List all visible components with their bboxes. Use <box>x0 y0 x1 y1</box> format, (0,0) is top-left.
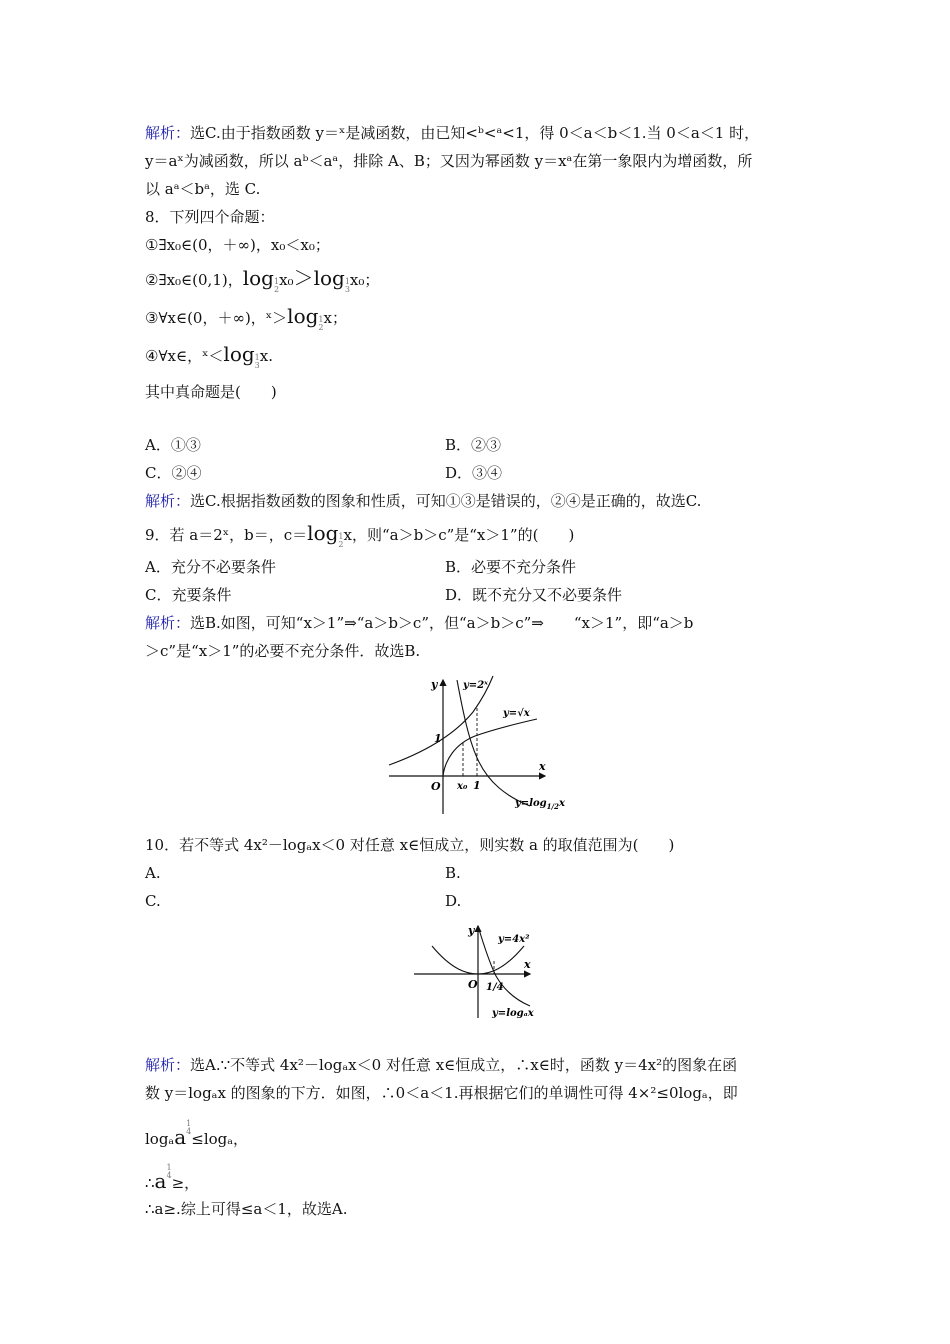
p10-option-b: B. <box>445 864 461 882</box>
p10-solution-line-1: 解析：选A.∵不等式 4x²－logₐx＜0 对任意 x∈恒成立，∴x∈时，函数 y＝4x²的图象在函 <box>145 1056 738 1074</box>
p9-option-b: B．必要不充分条件 <box>445 558 577 576</box>
y-label: y <box>468 924 475 937</box>
label-log: y=logₐx <box>492 1008 534 1019</box>
p8-option-a: A．①③ <box>145 436 201 454</box>
p10-solution-line-5: ∴a≥.综上可得≤a＜1，故选A. <box>145 1200 348 1218</box>
p10-option-c: C. <box>145 892 161 910</box>
p9-graph <box>385 672 565 824</box>
p9-option-d: D．既不充分又不必要条件 <box>445 586 623 604</box>
p9-option-a: A．充分不必要条件 <box>145 558 276 576</box>
label-quad: y=4x² <box>498 934 530 945</box>
p10-option-a: A. <box>145 864 161 882</box>
y-label: y <box>431 678 438 691</box>
label-exp: y=2ˣ <box>463 680 488 691</box>
p10-option-d: D. <box>445 892 462 910</box>
x-label: x <box>539 760 546 773</box>
p7-solution-line-1 <box>145 123 759 143</box>
p8-option-c: C．②④ <box>145 464 202 482</box>
solution-label: 解析： <box>145 614 191 632</box>
p9-stem: 9．若 a＝2ˣ，b＝，c＝log1 2x，则“a＞b＞c”是“x＞1”的( ) <box>145 521 575 549</box>
tick-quarter: 1/4 <box>486 982 504 993</box>
p8-prop-2: ②∃x₀∈(0,1)，log1 2x₀＞log1 3x₀； <box>145 266 380 294</box>
curve-log <box>457 680 530 806</box>
solution-label: 解析： <box>145 492 191 510</box>
p8-question: 其中真命题是( ) <box>145 383 277 401</box>
p8-option-b: B．②③ <box>445 436 502 454</box>
origin-label: O <box>431 780 441 793</box>
solution-label: 解析： <box>145 124 191 142</box>
p9-option-c: C．充要条件 <box>145 586 232 604</box>
p7-solution-line-2: y＝aˣ为减函数，所以 aᵇ＜aᵃ，排除 A、B；又因为幂函数 y＝xᵃ在第一象限内为增函数，所 <box>145 152 753 170</box>
p7-solution-line-3: 以 aᵃ＜bᵃ，选 C. <box>145 180 261 198</box>
p9-solution-line-2: ＞c”是“x＞1”的必要不充分条件．故选B. <box>145 642 421 660</box>
tick-1y: 1 <box>434 732 442 745</box>
p10-solution-line-4: ∴a1 4≥， <box>145 1163 200 1193</box>
p8-prop-1: ①∃x₀∈(0，＋∞)，x₀＜x₀； <box>145 236 330 254</box>
origin-label: O <box>468 978 478 991</box>
tick-1x: 1 <box>473 779 481 792</box>
p8-prop-4: ④∀x∈，ˣ＜log1 3x. <box>145 342 273 370</box>
label-sqrt: y=√x <box>503 708 530 719</box>
p10-solution-line-2: 数 y＝logₐx 的图象的下方．如图，∴0＜a＜1.再根据它们的单调性可得 4×²≤0logₐ，即 <box>145 1084 738 1102</box>
solution-label: 解析： <box>145 1056 191 1074</box>
label-log: $y=\log_{1/2}x$ <box>515 798 565 811</box>
p8-solution: 解析：选C.根据指数函数的图象和性质，可知①③是错误的，②④是正确的，故选C. <box>145 492 702 510</box>
x-label: x <box>524 958 531 971</box>
p9-solution-line-1: 解析：选B.如图，可知“x＞1”⇒“a＞b＞c”，但“a＞b＞c”⇒ “x＞1”，即“a＞b <box>145 614 694 632</box>
tick-x0: x₀ <box>457 781 468 792</box>
p8-option-d: D．③④ <box>445 464 503 482</box>
p10-graph <box>412 920 547 1022</box>
p8-prop-3: ③∀x∈(0，＋∞)，ˣ＞log1 2x； <box>145 304 347 332</box>
solution-text: 选C.由于指数函数 y＝ˣ是减函数，由已知<ᵇ<ᵃ<1，得 0＜a＜b＜1.当 0＜a＜1 时， <box>190 124 760 142</box>
p10-solution-line-3: logₐa1 4≤logₐ， <box>145 1119 249 1149</box>
p8-stem: 8．下列四个命题： <box>145 208 275 226</box>
p10-stem: 10．若不等式 4x²－logₐx＜0 对任意 x∈恒成立，则实数 a 的取值范围为( ) <box>145 836 675 854</box>
